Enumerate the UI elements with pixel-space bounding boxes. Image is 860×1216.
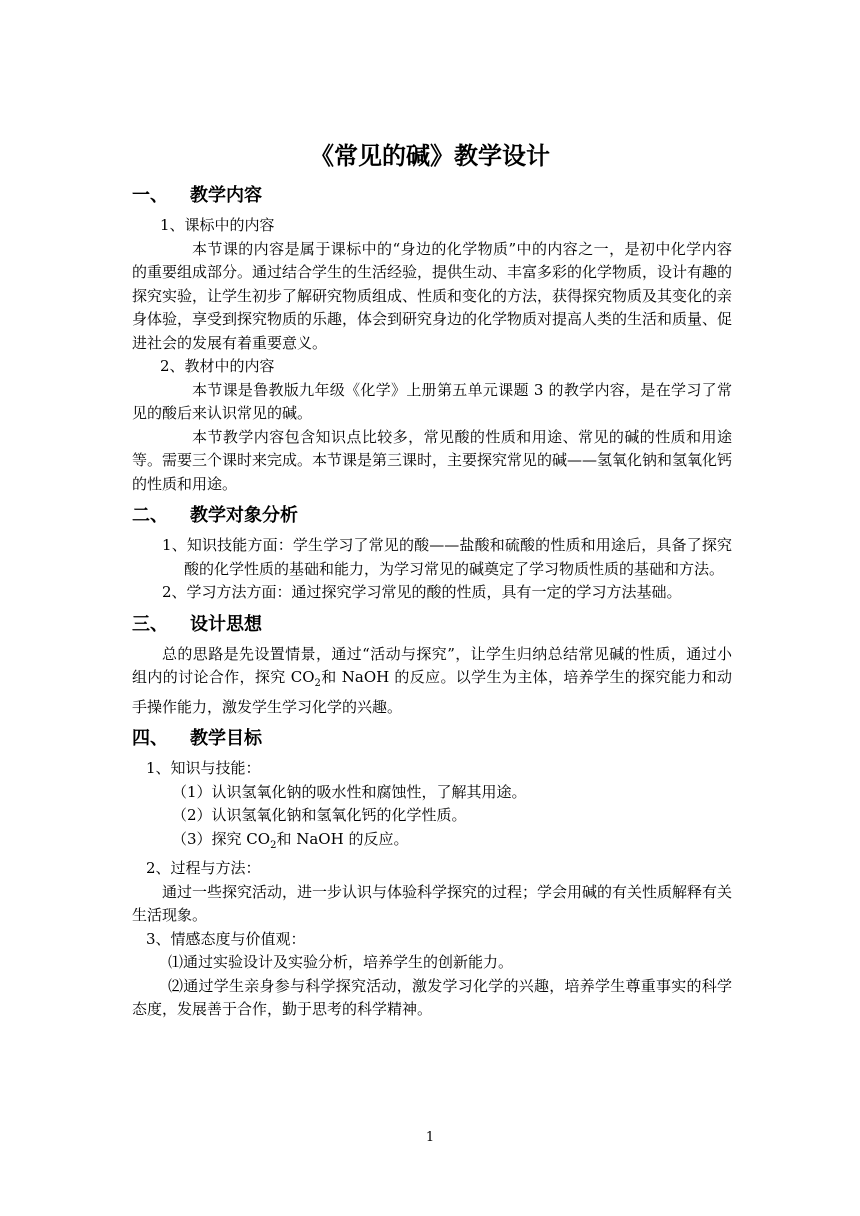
- subscript: 2: [314, 678, 321, 689]
- text: 和 NaOH 的反应。以学生为主体，培养学生的探究能力和动手操作能力，激发学生学习化学的兴趣。: [132, 668, 732, 716]
- section-title: 教学对象分析: [190, 505, 298, 526]
- subheading-curriculum: 1、课标中的内容: [160, 216, 275, 234]
- subheading-textbook: 2、教材中的内容: [160, 357, 275, 375]
- section-heading-1: [132, 178, 732, 214]
- paragraph: 本节课是鲁教版九年级《化学》上册第五单元课题 3 的教学内容，是在学习了常见的酸后来认识常见的碱。: [132, 380, 732, 422]
- section-title: 教学目标: [190, 728, 262, 749]
- paragraph: 通过一些探究活动，进一步认识与体验科学探究的过程；学会用碱的有关性质解释有关生活现象。: [132, 882, 733, 924]
- subheading-attitude: 3、情感态度与价值观：: [146, 929, 306, 948]
- paragraph: [132, 643, 732, 720]
- section-title: 教学内容: [190, 185, 262, 206]
- subscript: 2: [270, 839, 277, 851]
- text: 总的思路是先设置情景，通过“活动与探究”，让学生归纳总结常见碱的性质，通过小组内的讨论合作，探究 CO: [132, 644, 732, 686]
- section-number: 四、: [132, 728, 168, 749]
- list-item: ⑵通过学生亲身参与科学探究活动，激发学习化学的兴趣，培养学生尊重事实的科学态度，发展善于合作，勤于思考的科学精神。: [132, 976, 732, 1018]
- text: （3）探究 CO: [172, 829, 271, 848]
- page-number: 1: [425, 1130, 435, 1145]
- document-title: 《常见的碱》教学设计: [310, 142, 550, 170]
- section-heading-2: [132, 498, 732, 534]
- list-item: （1）认识氢氧化钠的吸水性和腐蚀性，了解其用途。: [172, 782, 527, 801]
- document-body: [132, 178, 732, 1022]
- list-item: （2）认识氢氧化钠和氢氧化钙的化学性质。: [172, 806, 467, 824]
- section-number: 一、: [132, 185, 168, 206]
- list-item: 2、学习方法方面：通过探究学习常见的酸的性质，具有一定的学习方法基础。: [162, 583, 682, 601]
- paragraph: 本节教学内容包含知识点比较多，常见酸的性质和用途、常见的碱的性质和用途等。需要三个课时来完成。本节课是第三课时，主要探究常见的碱——氢氧化钠和氢氧化钙的性质和用途。: [132, 427, 733, 493]
- subheading-knowledge: 1、知识与技能：: [146, 759, 261, 777]
- section-title: 设计思想: [190, 613, 262, 635]
- list-item: 1、知识技能方面：学生学习了常见的酸——盐酸和硫酸的性质和用途后，具备了探究酸的化学性质的基础和能力，为学习常见的碱奠定了学习物质性质的基础和方法。: [162, 536, 732, 578]
- section-number: 三、: [132, 613, 168, 635]
- subheading-process: 2、过程与方法：: [146, 859, 261, 877]
- list-item: [132, 828, 732, 858]
- text: 和 NaOH 的反应。: [276, 829, 409, 848]
- paragraph: 本节课的内容是属于课标中的“身边的化学物质”中的内容之一，是初中化学内容的重要组成部分。通过结合学生的生活经验，提供生动、丰富多彩的化学物质，设计有趣的探究实验，让学生初步了解研究物质组成、性质和变化的方法，获得探究物质及其变化的亲身体验，享受到探究物质的乐趣，体会到研究身边的化学物质对提高人类的生活和质量、促进社会的发展有着重要意义。: [132, 239, 733, 352]
- section-heading-3: [132, 607, 732, 643]
- section-number: 二、: [132, 505, 168, 526]
- list-item: ⑴通过实验设计及实验分析，培养学生的创新能力。: [168, 953, 514, 971]
- section-heading-4: [132, 721, 732, 757]
